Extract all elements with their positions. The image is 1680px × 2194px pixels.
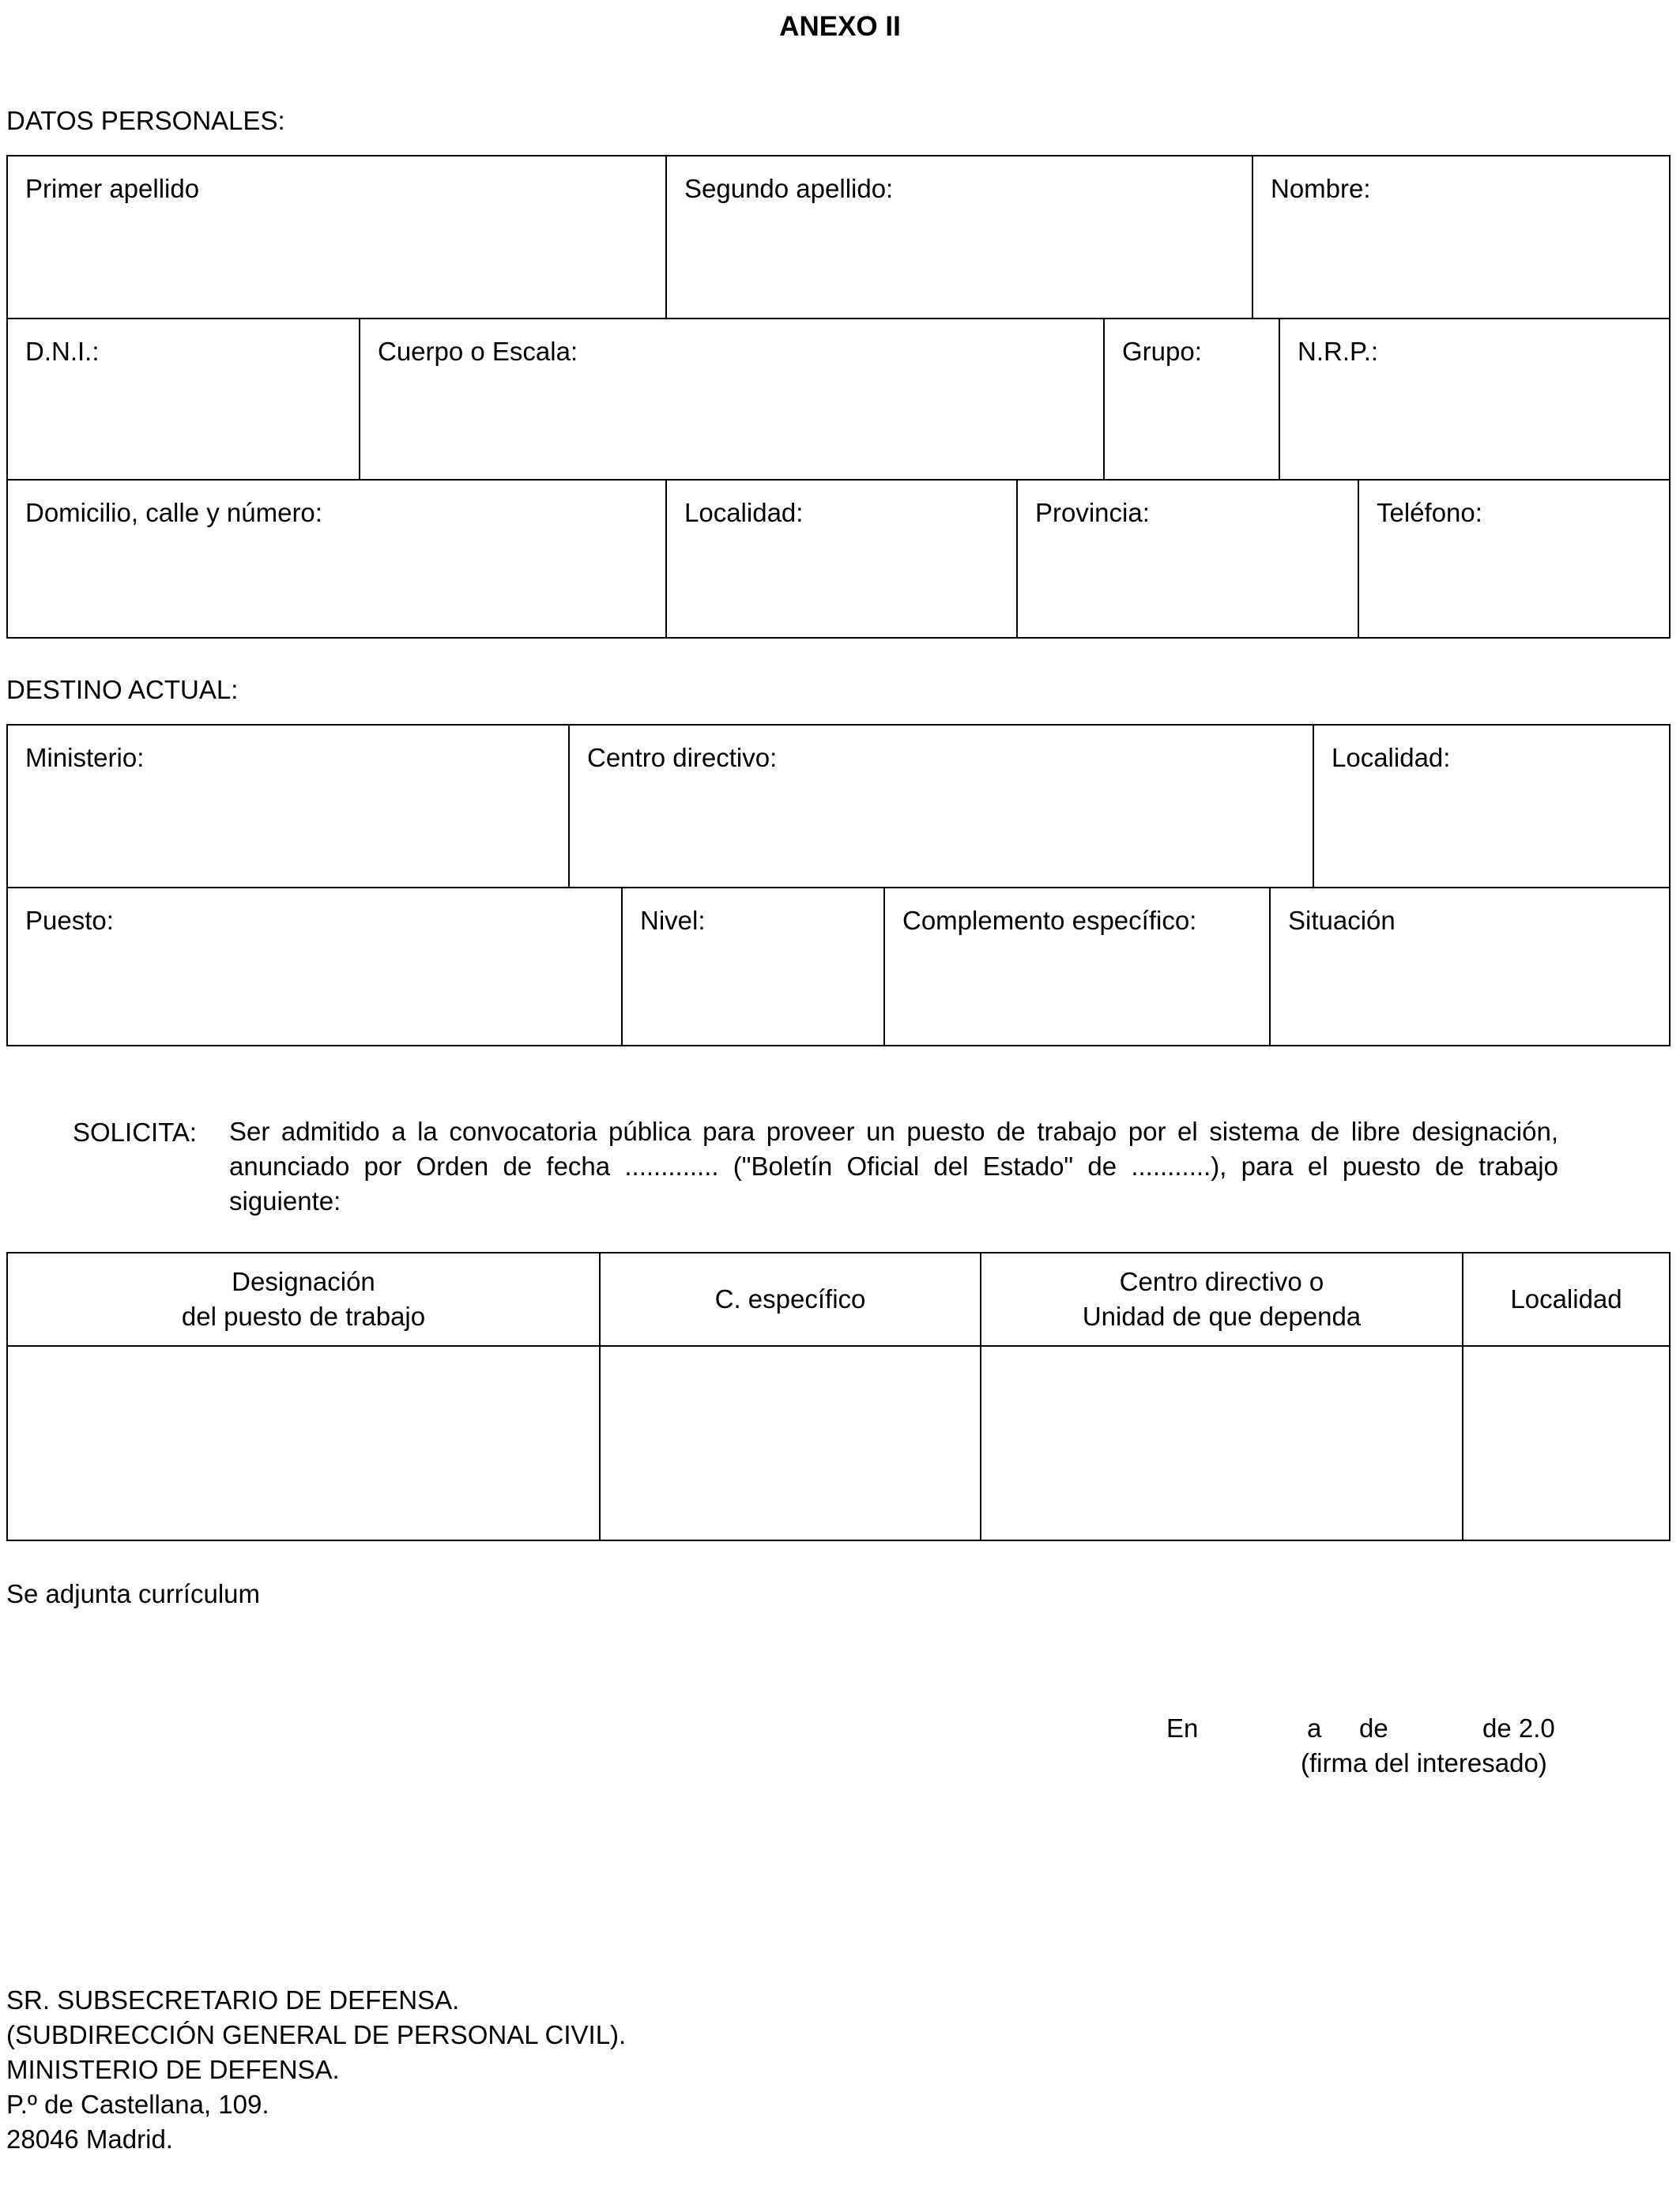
destino-row-1	[8, 726, 1669, 887]
puesto-table-header	[8, 1253, 1669, 1347]
field-centro-directivo[interactable]: Centro directivo:	[568, 726, 1313, 887]
address-line: MINISTERIO DE DEFENSA.	[6, 2055, 340, 2084]
section-heading-datos-personales: DATOS PERSONALES:	[6, 106, 285, 135]
field-domicilio[interactable]: Domicilio, calle y número:	[25, 498, 322, 527]
solicita-text: Ser admitido a la convocatoria pública para proveer un puesto de trabajo por el sistema de libre designación, anunciado por Orden de fecha ............. ("Boletín Oficial del Estado" de ...........), para el puesto de trabajo siguiente:	[229, 1117, 1558, 1216]
field-destino-localidad[interactable]: Localidad:	[1313, 726, 1669, 887]
curriculum-note: Se adjunta currículum	[6, 1579, 260, 1608]
cell-designacion[interactable]	[8, 1347, 599, 1540]
datos-row-3	[8, 479, 1669, 637]
field-nombre[interactable]: Nombre:	[1252, 156, 1669, 318]
address-line: (SUBDIRECCIÓN GENERAL DE PERSONAL CIVIL).	[6, 2020, 627, 2049]
destino-row-2	[8, 887, 1669, 1045]
header-localidad: Localidad	[1462, 1253, 1669, 1345]
field-telefono[interactable]: Teléfono:	[1358, 481, 1669, 637]
header-designacion: Designación del puesto de trabajo	[181, 1267, 426, 1331]
field-cuerpo-escala[interactable]: Cuerpo o Escala:	[359, 319, 1103, 479]
address-line: 28046 Madrid.	[6, 2124, 173, 2154]
field-segundo-apellido[interactable]: Segundo apellido:	[665, 156, 1252, 318]
cell-localidad[interactable]	[1462, 1347, 1669, 1540]
field-puesto[interactable]: Puesto:	[25, 906, 114, 935]
address-line: SR. SUBSECRETARIO DE DEFENSA.	[6, 1985, 460, 2015]
firma-de: de	[1359, 1713, 1388, 1743]
firma-de-ano: de 2.0	[1482, 1713, 1555, 1743]
field-nivel[interactable]: Nivel:	[621, 888, 883, 1045]
datos-row-1	[8, 156, 1669, 318]
puesto-table-row	[8, 1347, 1669, 1540]
firma-a: a	[1307, 1713, 1322, 1743]
header-c-especifico: C. específico	[599, 1253, 980, 1345]
field-provincia[interactable]: Provincia:	[1016, 481, 1358, 637]
destino-actual-grid	[6, 724, 1671, 1046]
field-primer-apellido[interactable]: Primer apellido	[25, 174, 200, 203]
datos-personales-grid	[6, 155, 1671, 639]
field-grupo[interactable]: Grupo:	[1103, 319, 1279, 479]
field-situacion[interactable]: Situación	[1269, 888, 1669, 1045]
field-complemento-especifico[interactable]: Complemento específico:	[883, 888, 1269, 1045]
section-heading-destino-actual: DESTINO ACTUAL:	[6, 675, 239, 704]
firma-en: En	[1166, 1713, 1199, 1743]
solicita-label: SOLICITA:	[73, 1118, 198, 1147]
header-centro-directivo: Centro directivo o Unidad de que dependa	[980, 1253, 1462, 1345]
datos-row-2	[8, 318, 1669, 479]
puesto-table	[6, 1252, 1671, 1541]
field-nrp[interactable]: N.R.P.:	[1279, 319, 1669, 479]
address-block	[6, 1983, 626, 2157]
page-title: ANEXO II	[779, 11, 901, 42]
field-localidad[interactable]: Localidad:	[665, 481, 1016, 637]
field-ministerio[interactable]: Ministerio:	[25, 743, 145, 772]
field-dni[interactable]: D.N.I.:	[25, 337, 100, 366]
cell-centro-directivo[interactable]	[980, 1347, 1462, 1540]
address-line: P.º de Castellana, 109.	[6, 2090, 269, 2119]
firma-interesado: (firma del interesado)	[1301, 1748, 1547, 1777]
cell-c-especifico[interactable]	[599, 1347, 980, 1540]
